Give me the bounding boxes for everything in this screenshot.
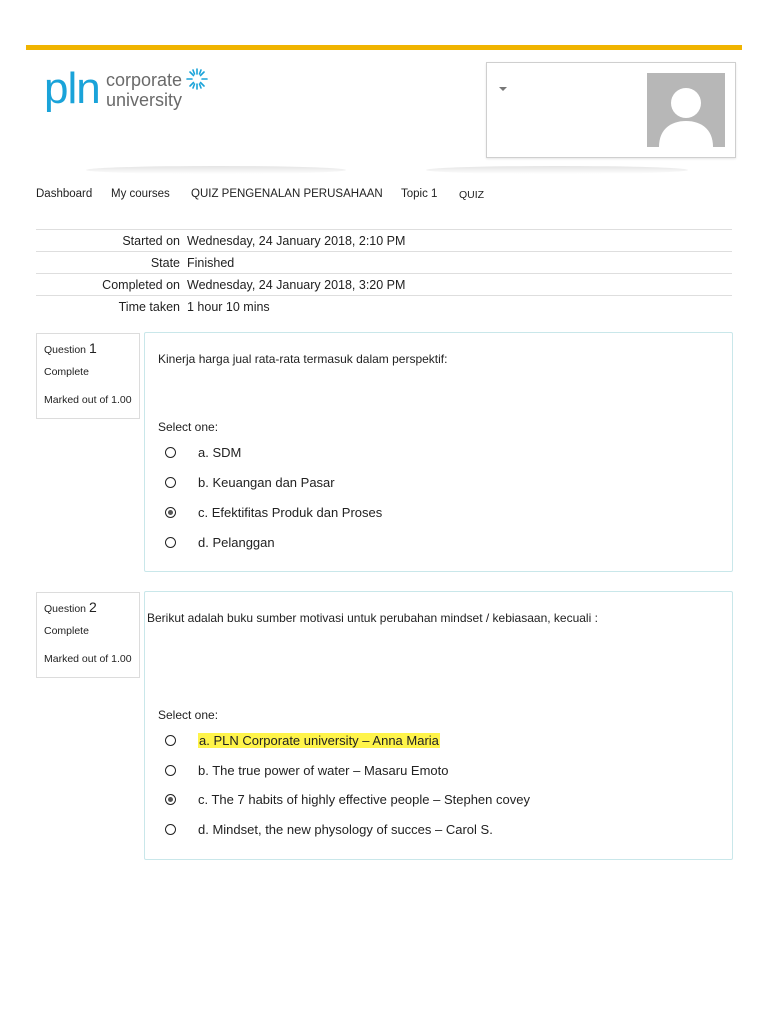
radio-button[interactable]: [165, 537, 176, 548]
option-text: d. Pelanggan: [198, 535, 275, 550]
option-text-highlighted: a. PLN Corporate university – Anna Maria: [199, 733, 439, 748]
summary-value: Wednesday, 24 January 2018, 3:20 PM: [187, 278, 406, 292]
pln-logo[interactable]: [44, 66, 214, 126]
radio-button-selected[interactable]: [165, 507, 176, 518]
breadcrumb-my-courses[interactable]: My courses: [111, 188, 170, 200]
summary-row-completed: [36, 273, 732, 295]
summary-label: Started on: [122, 234, 180, 248]
option-text: c. Efektifitas Produk dan Proses: [198, 505, 383, 520]
option-text: b. Keuangan dan Pasar: [198, 475, 335, 490]
option-text: a. SDM: [198, 445, 242, 460]
header-divider-right: [426, 166, 688, 174]
chevron-down-icon[interactable]: [499, 87, 507, 91]
breadcrumb-topic[interactable]: Topic 1: [401, 188, 438, 200]
radio-button[interactable]: [165, 765, 176, 776]
logo-corporate-text: corporate: [106, 70, 183, 90]
user-menu[interactable]: [486, 62, 736, 158]
question-mark: Marked out of 1.00: [44, 394, 132, 406]
summary-value: 1 hour 10 mins: [187, 300, 270, 314]
logo-pln-text: pln: [44, 64, 100, 113]
radio-button[interactable]: [165, 735, 176, 746]
radio-button[interactable]: [165, 447, 176, 458]
question-info-2: [36, 592, 140, 678]
radio-button[interactable]: [165, 477, 176, 488]
avatar[interactable]: [647, 73, 725, 147]
summary-row-time-taken: [36, 295, 732, 317]
header-divider-left: [86, 166, 346, 174]
question-status: Complete: [44, 366, 89, 378]
summary-label: Time taken: [118, 300, 180, 314]
question-text: Kinerja harga jual rata-rata termasuk dalam perspektif:: [158, 352, 448, 366]
radio-button-selected[interactable]: [165, 794, 176, 805]
question-content-2: [144, 591, 733, 860]
summary-value: Finished: [187, 256, 235, 270]
breadcrumb-dashboard[interactable]: Dashboard: [36, 188, 93, 200]
question-status: Complete: [44, 625, 89, 637]
option-text: c. The 7 habits of highly effective people – Stephen covey: [198, 792, 530, 807]
option-text: b. The true power of water – Masaru Emoto: [198, 763, 449, 778]
breadcrumb-quiz[interactable]: QUIZ: [459, 189, 485, 201]
option-text: d. Mindset, the new physology of succes – Carol S.: [198, 822, 493, 837]
summary-value: Wednesday, 24 January 2018, 2:10 PM: [187, 234, 406, 248]
summary-label: Completed on: [102, 278, 180, 292]
quiz-summary-table: [36, 229, 732, 317]
question-content-1: [144, 332, 733, 572]
radio-button[interactable]: [165, 824, 176, 835]
accent-bar: [26, 45, 742, 50]
question-mark: Marked out of 1.00: [44, 653, 132, 665]
question-info-1: [36, 333, 140, 419]
select-one-label: Select one:: [158, 420, 219, 434]
logo-university-text: university: [106, 90, 183, 110]
question-number: Question 2: [44, 599, 97, 615]
summary-label: State: [150, 256, 180, 270]
sunburst-icon: [186, 68, 208, 90]
question-number: Question 1: [44, 340, 97, 356]
question-text: Berikut adalah buku sumber motivasi untuk perubahan mindset / kebiasaan, kecuali :: [147, 611, 598, 625]
summary-row-state: [36, 251, 732, 273]
breadcrumb-course[interactable]: QUIZ PENGENALAN PERUSAHAAN: [191, 188, 383, 200]
user-silhouette-icon: [647, 73, 725, 147]
select-one-label: Select one:: [158, 708, 219, 722]
summary-row-started: [36, 229, 732, 251]
